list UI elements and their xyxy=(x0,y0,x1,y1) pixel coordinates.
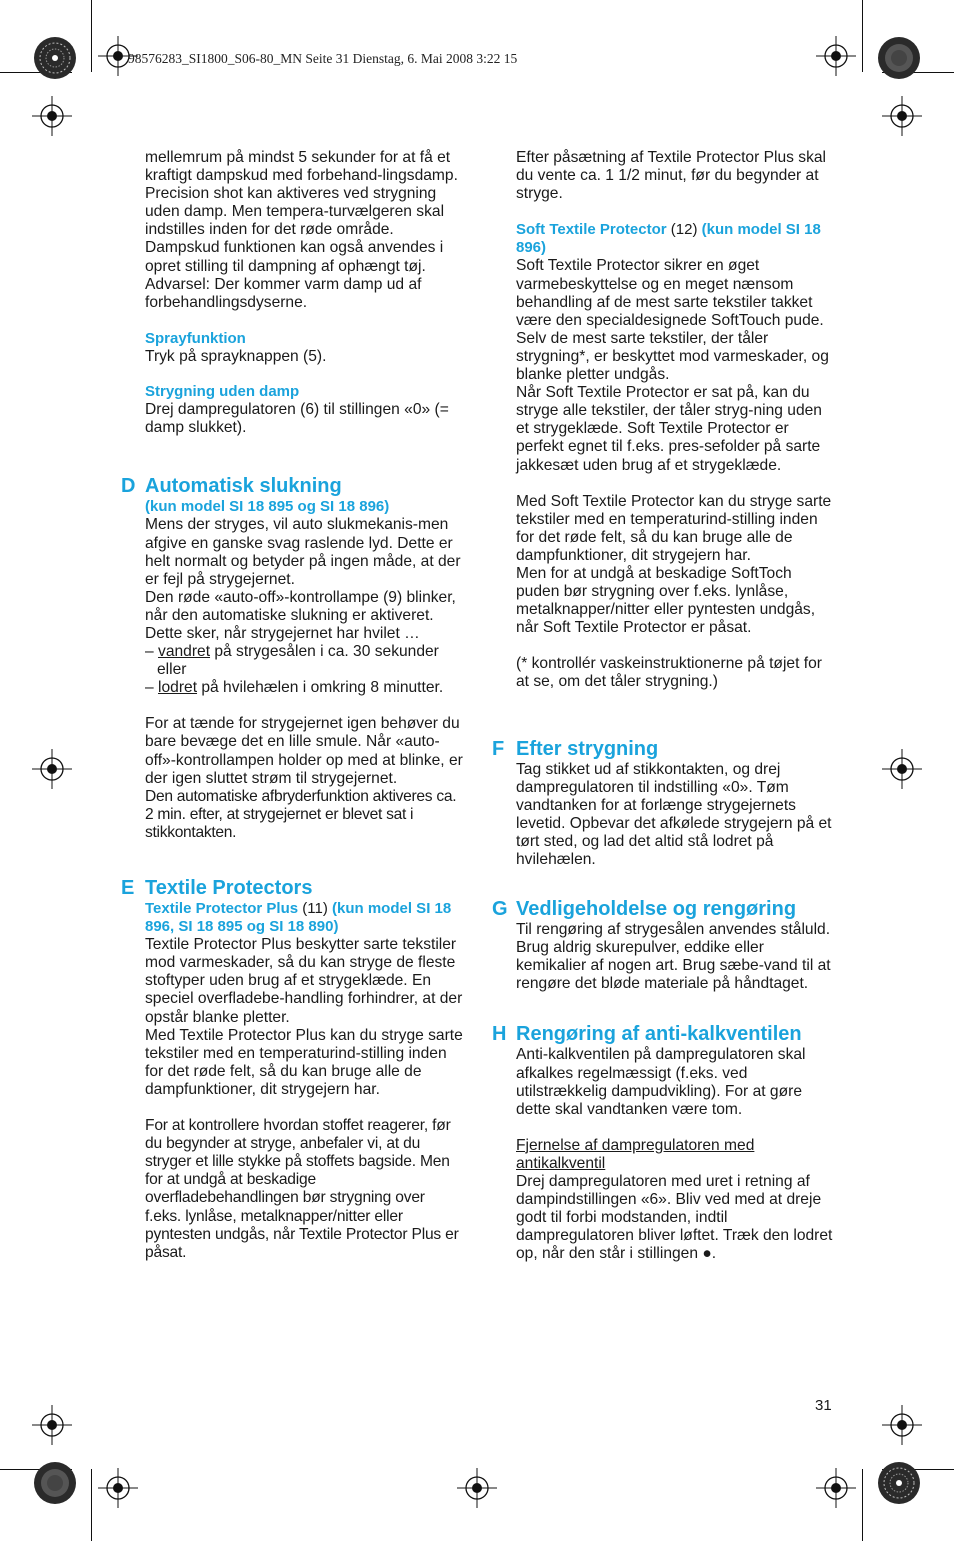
left-column xyxy=(121,149,463,1262)
paragraph: For at kontrollere hvordan stoffet reagerer, før du begynder at stryge, anbefaler vi, at du stryger et lille stykke på stoffets bagside. Men for at undgå at beskadige overfladebehandlingen bør strygning over f.eks. lynlåse, metalknapper/nitter eller pyntesten undgås, når Textile Protector Plus er påsat. xyxy=(145,1117,459,1261)
registration-mark-icon xyxy=(32,749,72,789)
subheading-spray: Sprayfunktion xyxy=(145,329,246,347)
underlined-heading: Fjernelse af dampregulatoren med antikalkventil xyxy=(516,1136,755,1172)
reference-number: (11) xyxy=(298,900,333,917)
section-letter: E xyxy=(121,877,135,899)
dash: – xyxy=(145,643,159,661)
product-name: Soft Textile Protector xyxy=(516,221,667,239)
star-target-icon xyxy=(33,1461,77,1505)
paragraph: Tag stikket ud af stikkontakten, og drej dampregulatoren til indstilling «0». Tøm vandtanken for at forlænge strygejernets levetid. Opbevar det afkølede strygejern på et tørt sted, og lad det altid stå lodret på hvilehælen. xyxy=(516,760,832,868)
paragraph: Den automatiske afbryderfunktion aktiveres ca. 2 min. efter, at strygejernet er blevet sat i stikkontakten. xyxy=(145,787,457,841)
registration-mark-icon xyxy=(98,1468,138,1508)
registration-mark-icon xyxy=(32,1405,72,1445)
page-number: 31 xyxy=(815,1397,832,1414)
paragraph: Med Soft Textile Protector kan du stryge sarte tekstiler med en temperaturind-stilling inden for det røde felt, så du kan bruge alle de dampfunktioner, dit strygejern har. xyxy=(516,492,832,564)
paragraph: Den røde «auto-off»-kontrollampe (9) blinker, når den automatiske slukning er aktiveret. xyxy=(145,588,456,624)
star-target-icon xyxy=(877,36,921,80)
registration-mark-icon xyxy=(816,36,856,76)
section-letter: F xyxy=(492,737,505,760)
crop-mark xyxy=(91,1469,92,1541)
registration-mark-icon xyxy=(457,1468,497,1508)
paragraph: Textile Protector Plus beskytter sarte tekstiler mod varmeskader, så du kan stryge de fleste stoftyper uden brug af et strygeklæde. En speciel overfladebe-handling forhindrer, at der opstår blanke pletter. xyxy=(145,936,463,1026)
list-item xyxy=(145,679,463,697)
underlined-term: vandret xyxy=(158,643,211,661)
model-note: (kun model SI 18 896, SI 18 895 og SI 18 890) xyxy=(145,900,452,936)
paragraph: Efter påsætning af Textile Protector Plus skal du vente ca. 1 1/2 minut, før du begynder at stryge. xyxy=(516,149,827,203)
list-text: på strygesålen i ca. 30 sekunder eller xyxy=(157,643,439,679)
footnote: (* kontrollér vaskeinstruktionerne på tøjet for at se, om det tåler strygning.) xyxy=(516,655,822,691)
registration-mark-icon xyxy=(882,1405,922,1445)
dash: – xyxy=(145,679,159,697)
model-note: (kun model SI 18 895 og SI 18 896) xyxy=(145,498,390,516)
crop-mark xyxy=(862,1469,863,1541)
paragraph: Dampskud funktionen kan også anvendes i opret stilling til dampning af ophængt tøj. Advarsel: Der kommer varm damp ud af forbehandlingsdyserne. xyxy=(145,239,444,311)
subheading-textile-plus xyxy=(145,900,463,936)
underlined-term: lodret xyxy=(158,679,198,697)
star-target-icon xyxy=(33,36,77,80)
paragraph: mellemrum på mindst 5 sekunder for at få et kraftigt dampskud med forbehand-lingsdamp. Precision shot kan aktiveres ved strygning uden damp. Men tempera-turvælgeren skal indstilles inden for det røde område. xyxy=(145,149,458,239)
paragraph: Med Textile Protector Plus kan du stryge sarte tekstiler med en temperaturind-stilling inden for det røde felt, så du kan bruge alle de dampfunktioner, dit strygejern har. xyxy=(145,1026,463,1098)
section-heading-f xyxy=(492,737,834,761)
reference-number: (12) xyxy=(666,221,702,239)
section-letter: D xyxy=(121,475,136,498)
paragraph: Anti-kalkventilen på dampregulatoren skal afkalkes regelmæssigt (f.eks. ved utilstrækkelig dampudvikling). For at gøre dette skal vandtanken være tom. xyxy=(516,1046,806,1118)
section-letter: G xyxy=(492,898,508,921)
section-heading-e xyxy=(121,876,463,900)
paragraph: Soft Textile Protector sikrer en øget varmebeskyttelse og en meget nænsom behandling af de mest sarte tekstiler takket være den specialdesignede SoftTouch pude. Selv de mest sarte tekstiler, der tåler strygning*, er beskyttet mod varmeskader, og blanke pletter undgås. xyxy=(516,257,829,384)
registration-mark-icon xyxy=(882,96,922,136)
subheading-no-steam: Strygning uden damp xyxy=(145,383,300,401)
paragraph: Når Soft Textile Protector er sat på, kan du stryge alle tekstiler, der tåler stryg-ning uden et strygeklæde. Soft Textile Protector er perfekt egnet til f.eks. pres-sefolder på sarte jakkesæt uden brug af et strygeklæde. xyxy=(516,384,822,474)
print-header: 98576283_SI1800_S06-80_MN Seite 31 Dienstag, 6. Mai 2008 3:22 15 xyxy=(128,51,518,66)
paragraph: Drej dampregulatoren (6) til stillingen «0» (= damp slukket). xyxy=(145,401,449,437)
crop-mark xyxy=(91,0,92,72)
paragraph: For at tænde for strygejernet igen behøver du bare bevæge det en lille smule. Når «auto-off»-kontrollampen holder op med at blinke, er der igen sluttet strøm til strygejernet. xyxy=(145,715,463,787)
paragraph: Men for at undgå at beskadige SoftToch puden bør strygning over f.eks. lynlåse, metalknapper/nitter eller pyntesten undgås, når Soft Textile Protector er påsat. xyxy=(516,564,816,637)
paragraph: Til rengøring af strygesålen anvendes ståluld. Brug aldrig skurepulver, eddike eller kemikalier af nogen art. Brug sæbe-vand til at rengøre det bløde materiale på håndtaget. xyxy=(516,921,831,993)
section-title: Automatisk slukning xyxy=(145,475,342,498)
section-title: Textile Protectors xyxy=(145,877,313,899)
crop-mark xyxy=(862,0,863,72)
section-heading-h xyxy=(492,1022,834,1046)
star-target-icon xyxy=(877,1461,921,1505)
model-note: (kun model SI 18 896) xyxy=(516,221,821,257)
product-name: Textile Protector Plus xyxy=(145,900,299,917)
list-text: på hvilehælen i omkring 8 minutter. xyxy=(197,679,444,697)
section-letter: H xyxy=(492,1023,507,1046)
section-heading-g xyxy=(492,897,834,921)
right-column xyxy=(492,149,834,1264)
list-item xyxy=(145,643,463,679)
section-title: Efter strygning xyxy=(516,737,659,760)
registration-mark-icon xyxy=(882,749,922,789)
registration-mark-icon xyxy=(816,1468,856,1508)
section-title: Rengøring af anti-kalkventilen xyxy=(516,1023,802,1046)
paragraph: Dette sker, når strygejernet har hvilet … xyxy=(145,624,420,642)
paragraph: Drej dampregulatoren med uret i retning af dampindstillingen «6». Bliv ved med at dreje godt til forbi modstanden, indtil dampregulatoren bliver løftet. Træk den lodret op, når den står i stillingen ●. xyxy=(516,1173,833,1263)
registration-mark-icon xyxy=(32,96,72,136)
paragraph: Tryk på sprayknappen (5). xyxy=(145,347,327,365)
section-heading-d xyxy=(121,474,463,498)
subheading-soft-textile xyxy=(516,221,834,257)
paragraph: Mens der stryges, vil auto slukmekanis-men afgive en ganske svag raslende lyd. Dette er helt normalt og betyder på ingen måde, at der er fejl på strygejernet. xyxy=(145,516,461,588)
section-title: Vedligeholdelse og rengøring xyxy=(516,898,797,921)
